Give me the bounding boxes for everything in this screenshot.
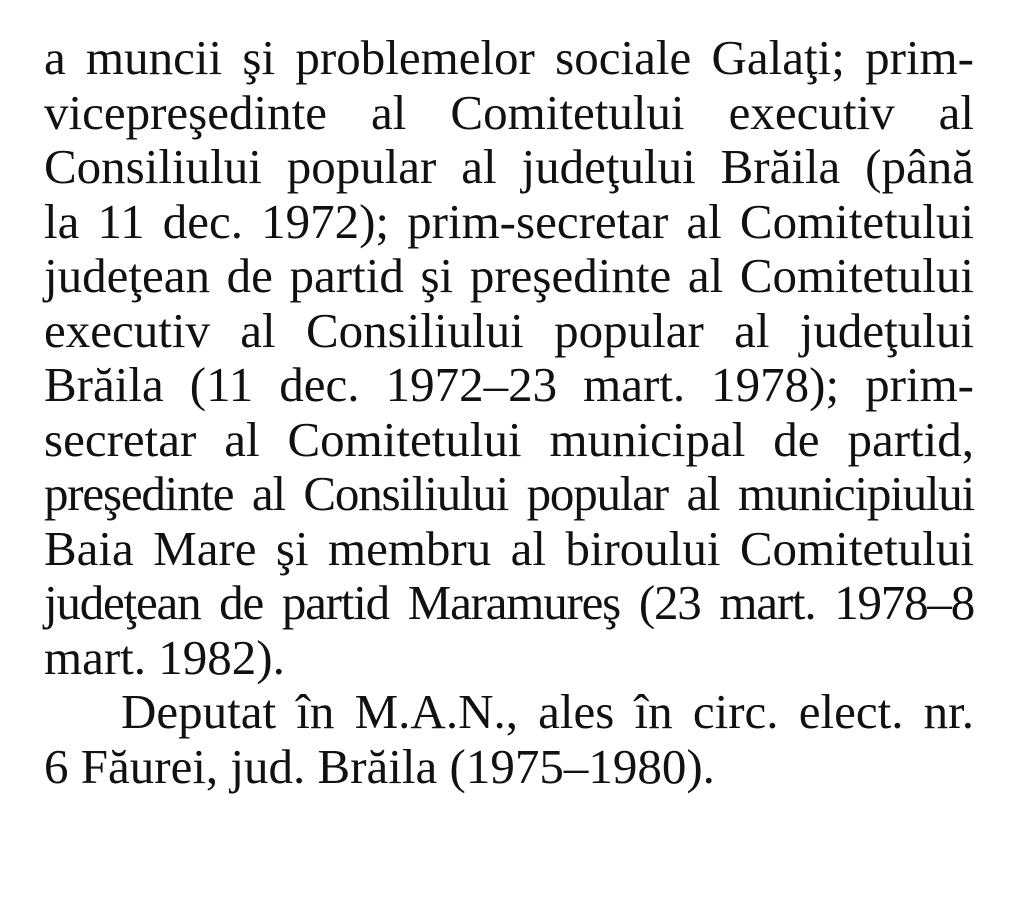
text-line: Consiliului popular al judeţului Brăila (până [44,139,974,194]
text-line: executiv al Consiliului popular al judeţului [44,302,974,358]
text-line-paragraph-start: Deputat în M.A.N., ales în circ. elect. nr. [121,684,974,739]
text-line-paragraph-end: 6 Făurei, jud. Brăila (1975–1980). [44,738,715,794]
text-line: vicepreşedinte al Comitetului executiv al [44,84,974,140]
text-line: la 11 dec. 1972); prim-secretar al Comitetului [44,193,974,249]
text-line: judeţean de partid şi preşedinte al Comitetului [44,248,974,303]
body-text [44,31,974,794]
text-line: a muncii şi problemelor sociale Galaţi; prim- [44,30,974,85]
text-line: secretar al Comitetului municipal de partid, [44,411,974,467]
text-line: Baia Mare şi membru al biroului Comitetului [44,520,974,576]
text-line: Brăila (11 dec. 1972–23 mart. 1978); prim- [44,357,974,412]
text-line: judeţean de partid Maramureş (23 mart. 1978–8 [44,575,974,630]
text-line-paragraph-end: mart. 1982). [44,629,285,685]
text-line: preşedinte al Consiliului popular al municipiului [44,466,974,521]
